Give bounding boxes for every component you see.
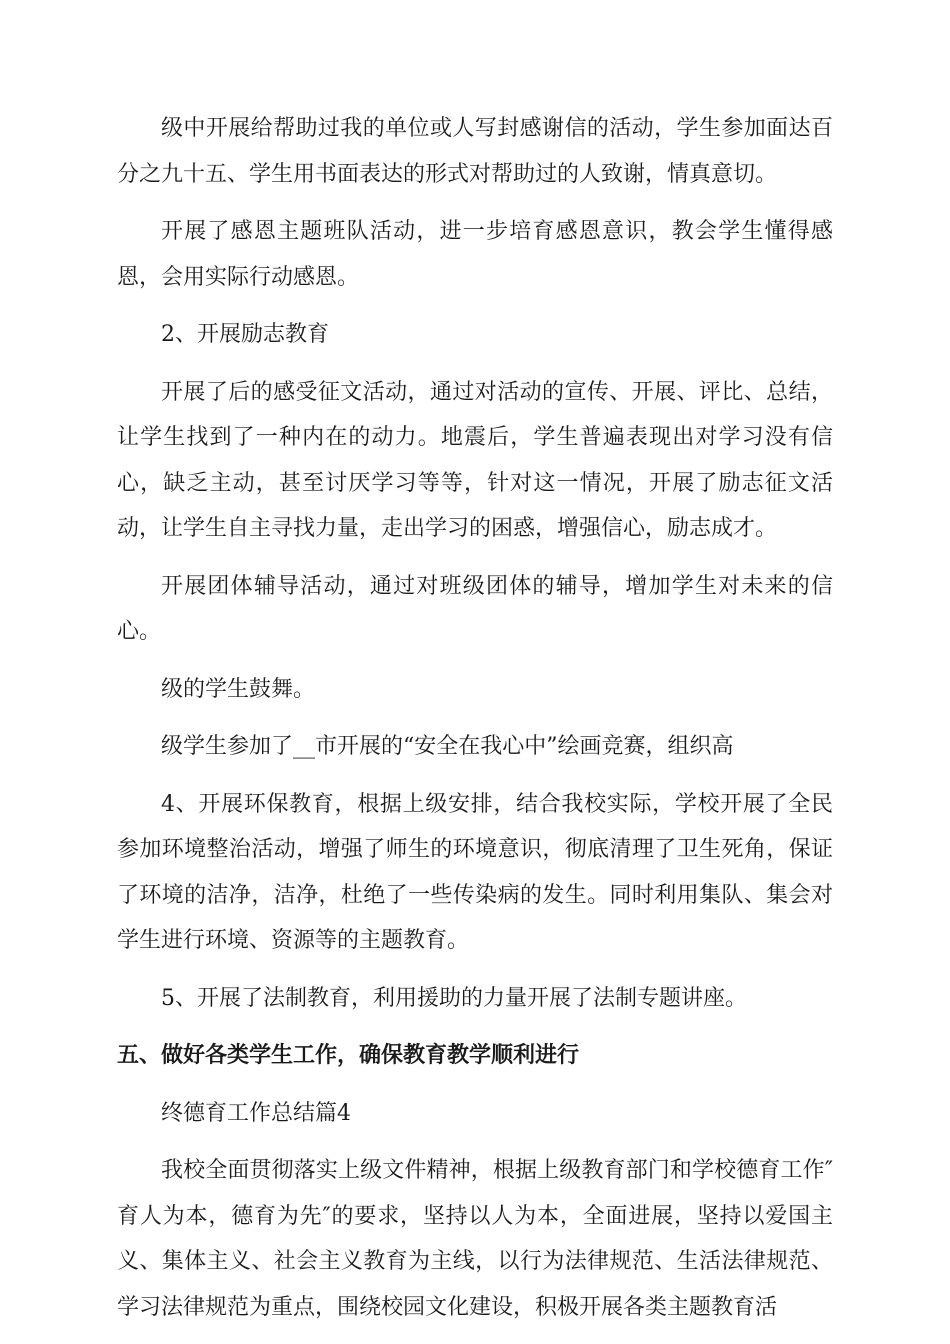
paragraph-group-counseling: 开展团体辅导活动，通过对班级团体的辅导，增加学生对未来的信心。 — [117, 573, 833, 644]
paragraph-thank-you-letters: 级中开展给帮助过我的单位或人写封感谢信的活动，学生参加面达百分之九十五、学生用书面表达的形式对帮助过的人致谢，情真意切。 — [117, 116, 833, 187]
item-2-motivation-education: 2、开展励志教育 — [161, 322, 329, 347]
section-heading: 五、做好各类学生工作，确保教育教学顺利进行 — [117, 1043, 580, 1068]
item-5-legal-education: 5、开展了法制教育，利用援助的力量开展了法制专题讲座。 — [161, 985, 747, 1011]
paragraph-essay-activities: 开展了后的感受征文活动，通过对活动的宣传、开展、评比、总结，让学生找到了一种内在的动力。地震后，学生普遍表现出对学习没有信心，缺乏主动，甚至讨厌学习等等，针对这一情况，开展了励志征文活动，让学生自主寻找力量，走出学习的困惑，增强信心，励志成才。 — [117, 379, 833, 541]
document-subtitle: 终德育工作总结篇4 — [161, 1100, 351, 1126]
paragraph-drawing-contest: 级学生参加了__市开展的“安全在我心中”绘画竞赛，组织高 — [161, 734, 734, 759]
item-4-environmental-education: 4、开展环保教育，根据上级安排，结合我校实际，学校开展了全民参加环境整治活动，增强了师生的环境意识，彻底清理了卫生死角，保证了环境的洁净，洁净，杜绝了一些传染病的发生。同时利用集队、集会对学生进行环境、资源等的主题教育。 — [117, 791, 833, 953]
paragraph-student-encouragement: 级的学生鼓舞。 — [161, 676, 316, 702]
document-body — [117, 106, 833, 1342]
paragraph-gratitude-activities: 开展了感恩主题班队活动，进一步培育感恩意识，教会学生懂得感恩，会用实际行动感恩。 — [117, 219, 833, 290]
paragraph-school-policy: 我校全面贯彻落实上级文件精神，根据上级教育部门和学校德育工作″育人为本，德育为先″的要求，坚持以人为本，全面进展，坚持以爱国主义、集体主义、社会主义教育为主线，以行为法律规范、生活法律规范、学习法律规范为重点，围绕校园文化建设，积极开展各类主题教育活 — [117, 1158, 833, 1320]
